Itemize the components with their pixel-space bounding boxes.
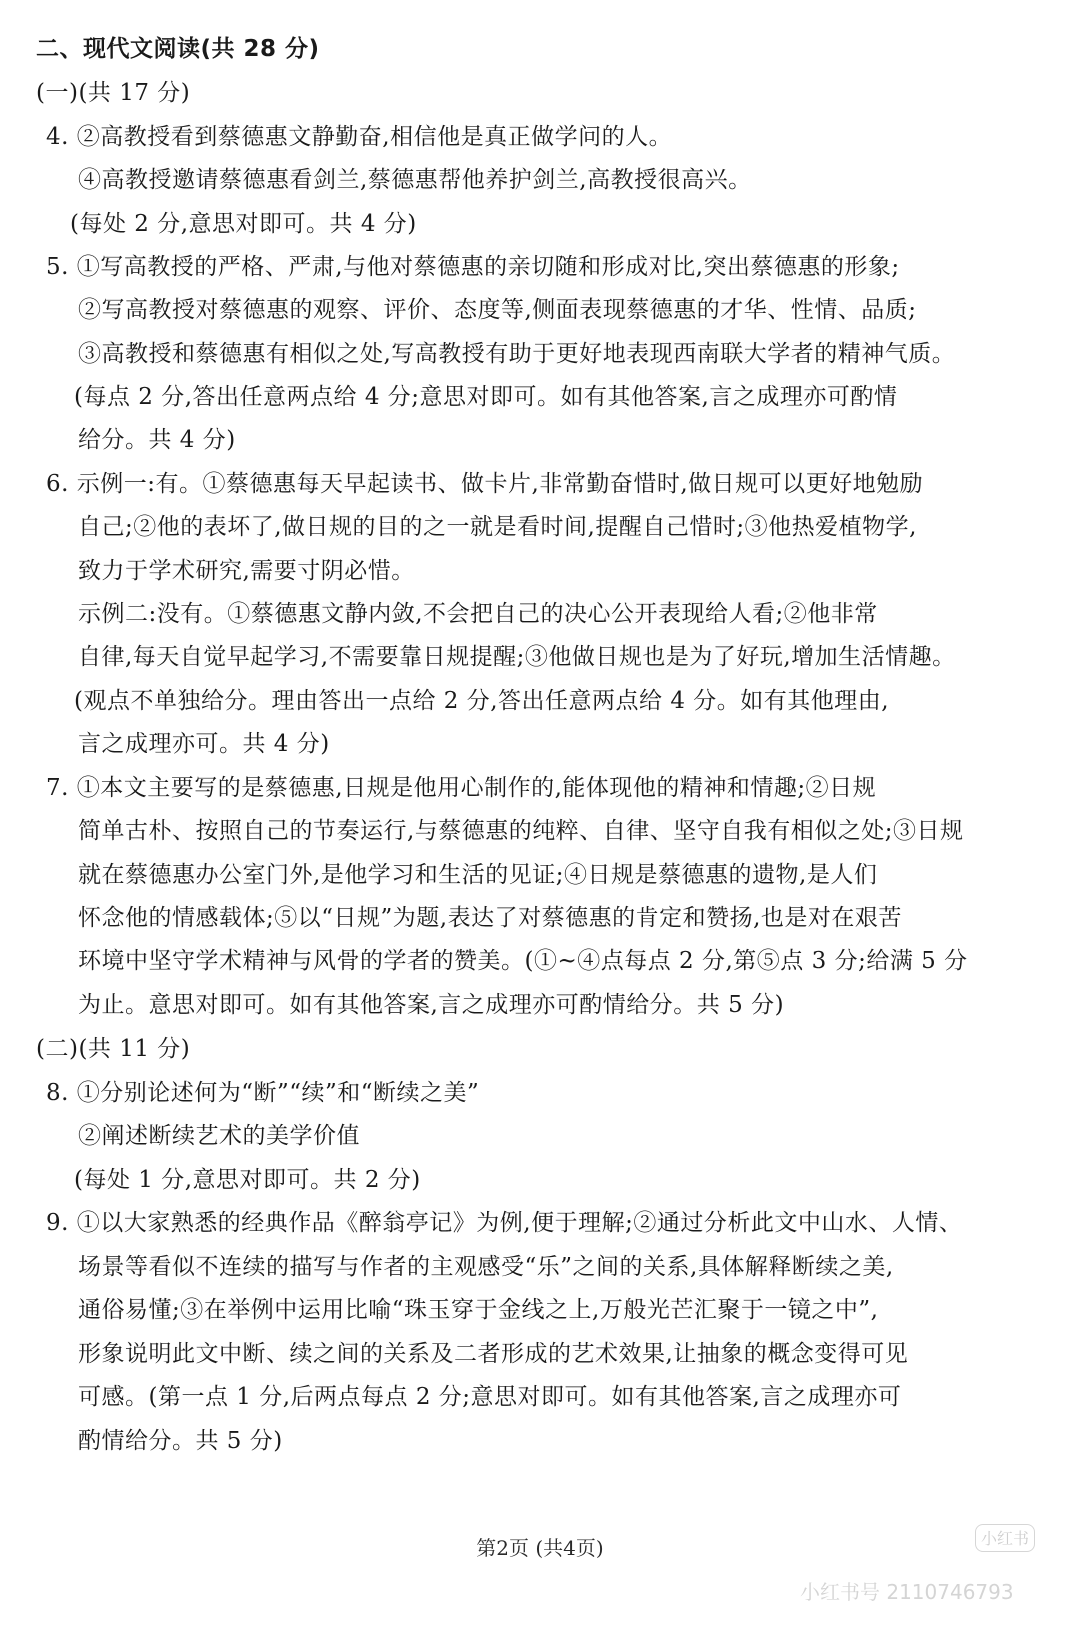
- q5-line-2: ②写高教授对蔡德惠的观察、评价、态度等,侧面表现蔡德惠的才华、性情、品质;: [78, 297, 917, 323]
- q5-line-5: 给分。共 4 分): [78, 427, 236, 453]
- q9-line-2: 场景等看似不连续的描写与作者的主观感受“乐”之间的关系,具体解释断续之美,: [78, 1254, 894, 1280]
- q9-line-3: 通俗易懂;③在举例中运用比喻“珠玉穿于金线之上,万般光芒汇聚于一镜之中”,: [78, 1297, 879, 1323]
- q9-line-5: 可感。(第一点 1 分,后两点每点 2 分;意思对即可。如有其他答案,言之成理亦可: [78, 1384, 902, 1410]
- q5-line-4: (每点 2 分,答出任意两点给 4 分;意思对即可。如有其他答案,言之成理亦可酌情: [74, 384, 898, 410]
- q9-line-4: 形象说明此文中断、续之间的关系及二者形成的艺术效果,让抽象的概念变得可见: [78, 1341, 909, 1367]
- q7-line-1: 7. ①本文主要写的是蔡德惠,日规是他用心制作的,能体现他的精神和情趣;②日规: [46, 775, 877, 801]
- page-number: 第2页 (共4页): [476, 1536, 604, 1560]
- q6-line-2: 自己;②他的表坏了,做日规的目的之一就是看时间,提醒自己惜时;③他热爱植物学,: [78, 514, 917, 540]
- q6-line-5: 自律,每天自觉早起学习,不需要靠日规提醒;③他做日规也是为了好玩,增加生活情趣。: [78, 644, 956, 670]
- q6-line-7: 言之成理亦可。共 4 分): [78, 731, 330, 757]
- q7-line-2: 简单古朴、按照自己的节奏运行,与蔡德惠的纯粹、自律、坚守自我有相似之处;③日规: [78, 818, 964, 844]
- section-title: 二、现代文阅读(共 28 分): [36, 36, 320, 62]
- q4-line-2: ④高教授邀请蔡德惠看剑兰,蔡德惠帮他养护剑兰,高教授很高兴。: [78, 167, 752, 193]
- q4-line-1: 4. ②高教授看到蔡德惠文静勤奋,相信他是真正做学问的人。: [46, 124, 673, 150]
- q7-line-4: 怀念他的情感载体;⑤以“日规”为题,表达了对蔡德惠的肯定和赞扬,也是对在艰苦: [78, 905, 902, 931]
- q5-line-3: ③高教授和蔡德惠有相似之处,写高教授有助于更好地表现西南联大学者的精神气质。: [78, 341, 956, 367]
- part2-header: (二)(共 11 分): [36, 1036, 191, 1062]
- q9-line-1: 9. ①以大家熟悉的经典作品《醉翁亭记》为例,便于理解;②通过分析此文中山水、人情、: [46, 1210, 963, 1236]
- q6-line-1: 6. 示例一:有。①蔡德惠每天早起读书、做卡片,非常勤奋惜时,做日规可以更好地勉励: [46, 471, 924, 497]
- q8-line-2: ②阐述断续艺术的美学价值: [78, 1123, 360, 1149]
- q6-line-6: (观点不单独给分。理由答出一点给 2 分,答出任意两点给 4 分。如有其他理由,: [74, 688, 890, 714]
- part1-header: (一)(共 17 分): [36, 80, 191, 106]
- q6-line-4: 示例二:没有。①蔡德惠文静内敛,不会把自己的决心公开表现给人看;②他非常: [78, 601, 878, 627]
- q8-line-1: 8. ①分别论述何为“断”“续”和“断续之美”: [46, 1080, 480, 1106]
- watermark-user-id: 小红书号 2110746793: [800, 1580, 1014, 1604]
- watermark-logo: 小红书: [975, 1524, 1035, 1552]
- q6-line-3: 致力于学术研究,需要寸阴必惜。: [78, 558, 415, 584]
- q8-line-3: (每处 1 分,意思对即可。共 2 分): [74, 1167, 421, 1193]
- q7-line-6: 为止。意思对即可。如有其他答案,言之成理亦可酌情给分。共 5 分): [78, 992, 785, 1018]
- q7-line-5: 环境中坚守学术精神与风骨的学者的赞美。(①~④点每点 2 分,第⑤点 3 分;给满 5 分: [78, 948, 968, 974]
- q4-line-3: (每处 2 分,意思对即可。共 4 分): [70, 211, 417, 237]
- q9-line-6: 酌情给分。共 5 分): [78, 1428, 283, 1454]
- q5-line-1: 5. ①写高教授的严格、严肃,与他对蔡德惠的亲切随和形成对比,突出蔡德惠的形象;: [46, 254, 900, 280]
- q7-line-3: 就在蔡德惠办公室门外,是他学习和生活的见证;④日规是蔡德惠的遗物,是人们: [78, 862, 878, 888]
